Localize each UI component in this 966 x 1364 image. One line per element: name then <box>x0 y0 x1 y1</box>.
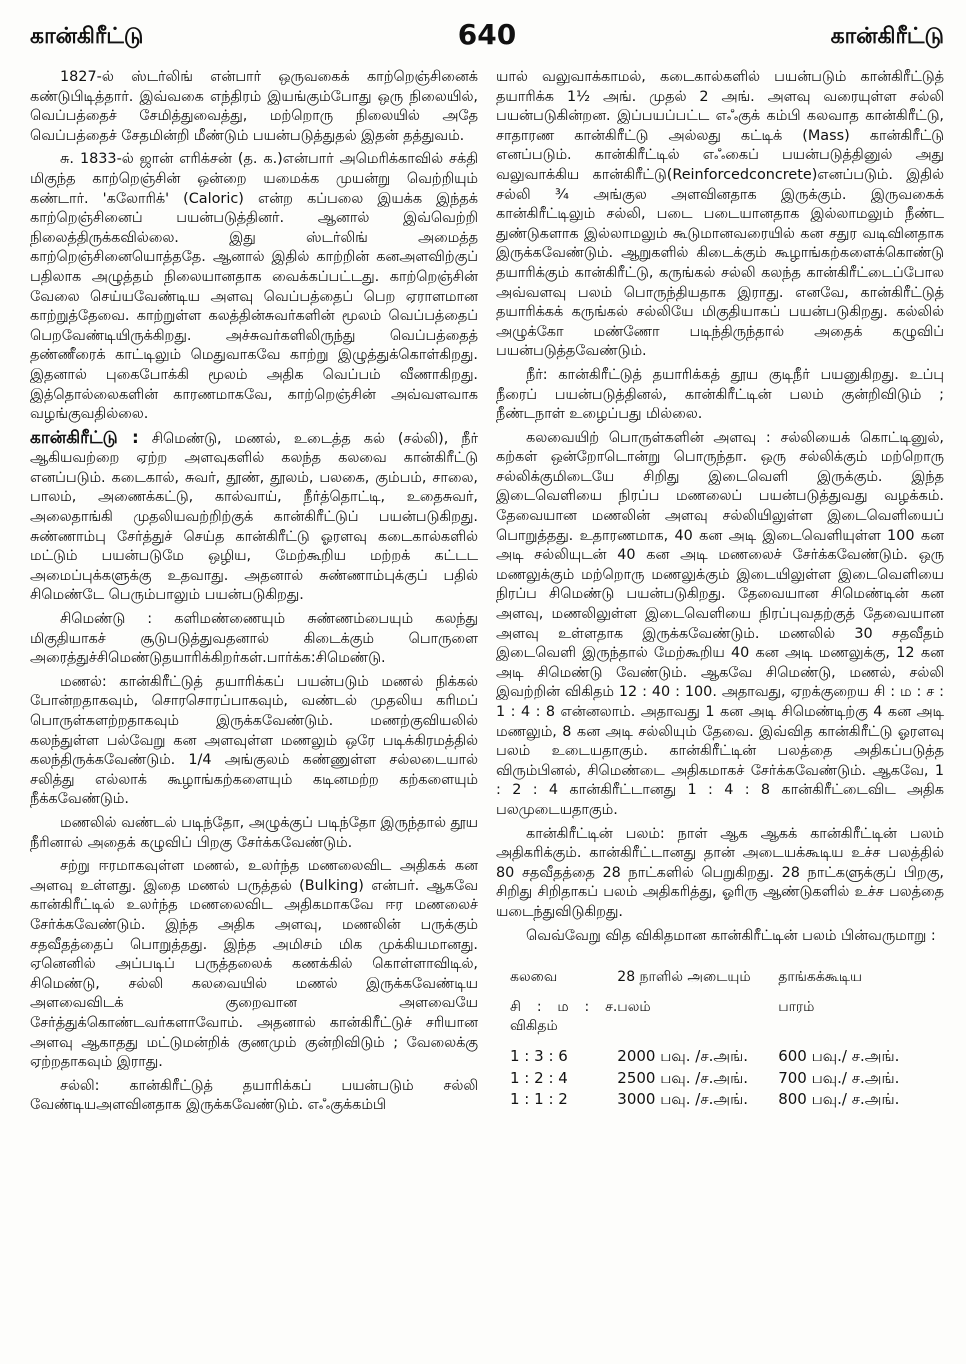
table-cell: 2500 பவு. /ச.அங். <box>617 1068 748 1087</box>
table-cell: 2000 பவு. /ச.அங். <box>617 1046 748 1065</box>
right-column <box>496 68 944 1120</box>
table-header-row <box>496 968 944 988</box>
table-header: 28 நாளில் அடையும் <box>617 969 751 986</box>
table-header-row <box>496 998 944 1037</box>
paragraph: கலவையிற் பொருள்களின் அளவு : சல்லியைக் கொட்டினுல், கற்கள் ஒன்றோடொன்று பொருந்தா. ஒரு சல்லிக்கும் மற்றொரு சல்லிக்குமிடையே சிறிது இடைவெளி இருக்கும். இந்த இடைவெளியை நிரப்ப மணலைப் பயன்படுத்துவது வழக்கம். தேவையான மணலின் அளவு சல்லியிலுள்ள இடைவெளியைப் பொறுத்தது. உதாரணமாக, 40 கன அடி இடைவெளியுள்ள 100 கன அடி சல்லியுடன் 40 கன அடி மணலைச் சேர்க்கவேண்டும். ஒரு மணலுக்கும் மற்றொரு மணலுக்கும் இடையிலுள்ள இடைவெளியை நிரப்ப சிமெண்டு பயன்படுகிறது. தேவையான சிமெண்டின் கன அளவு, மணலிலுள்ள இடைவெளியை நிரப்புவதற்குத் தேவையான அளவு உள்ளதாக இருக்கவேண்டும். மணலில் 30 சதவீதம் இடைவெளி இருந்தால் மேற்கூறிய 40 கன அடி மணலுக்கு, 12 கன அடி சிமெண்டு வேண்டும். ஆகவே சிமெண்டு, மணல், சல்லி இவற்றின் விகிதம் 12 : 40 : 100. அதாவது, ஏறக்குறைய சி : ம : ச : 1 : 4 : 8 என்னலாம். அதாவது 1 கன அடி சிமெண்டிற்கு 4 கன அடி மணலும், 8 கன அடி சல்லியும் தேவை. இவ்வித கான்கிரீட்டு ஓரளவு பலம் உடையதாகும். கான்கிரீட்டின் பலத்தை அதிகப்படுத்த விரும்பினல், சிமெண்டை அதிகமாகச் சேர்க்கவேண்டும். ஆகவே, 1 : 2 : 4 கான்கிரீட்டானது 1 : 4 : 8 கான்கிரீட்டைவிட அதிக பலமுடையதாகும். <box>496 429 944 818</box>
left-column <box>30 68 478 1120</box>
entry-paragraph <box>30 429 478 606</box>
running-head-left: கான்கிரீட்டு <box>30 24 144 49</box>
page-number: 640 <box>457 18 517 51</box>
paragraph: 1827-ல் ஸ்டர்லிங் என்பார் ஒருவகைக் காற்றெஞ்சினைக் கண்டுபிடித்தார். இவ்வகை எந்திரம் இயங்கும்போது ஒரு நிலையில், வெப்பத்தைச் சேமித்துவைத்து, மற்றொரு நிலையில் அதே வெப்பத்தைச் சேதமின்றி மீண்டும் பயன்படுத்துதல் இதன் தத்துவம். <box>30 69 478 144</box>
table-header: பாரம் <box>778 998 815 1015</box>
paragraph: சற்று ஈரமாகவுள்ள மணல், உலர்ந்த மணலைவிட அதிகக் கன அளவு உள்ளது. இதை மணல் பருத்தல் (Bulking) என்பர். ஆகவே கான்கிரீட்டில் உலர்ந்த மணலைவிட அதிகமாகவே ஈர மணலைச் சேர்க்கவேண்டும். இந்த அதிக அளவு, மணலின் பருக்கும் சதவீதத்தைப் பொறுத்தது. இந்த அமிசம் மிக முக்கியமானது. ஏனெனில் அப்படிப் பருத்தலைக் கணக்கில் கொள்ளாவிடில், சிமெண்டு, சல்லி கலவையில் மணல் இருக்கவேண்டிய அளவைவிடக் குறைவான அளவையே சேர்த்துக்கொண்டவர்களாவோம். அதனால் கான்கிரீட்டுச் சரியான அளவு ஆகாதது மட்டுமன்றிக் குணமும் குன்றிவிடும் ; வேலைக்கு ஏற்றதாகவும் இராது. <box>30 858 478 1071</box>
table-cell: 1 : 3 : 6 <box>510 1046 568 1065</box>
paragraph: மணல்: கான்கிரீட்டுத் தயாரிக்கப் பயன்படும் மணல் நிக்கல் போன்றதாகவும், சொரசொரப்பாகவும், வண்டல் முதலிய கரிமப் பொருள்களற்றதாகவும் இருக்கவேண்டும். மணற்குவியலில் கலந்துள்ள பல்வேறு கன அளவுள்ள மணலும் ஒரே படிக்கிரமத்தில் கலந்திருக்கவேண்டும். 1/4 அங்குலம் கண்ணுள்ள சல்லடையால் சலித்து எல்லாக் கூழாங்கற்களையும் கடினமற்ற கற்களையும் நீக்கவேண்டும். <box>30 673 478 808</box>
entry-text: சிமெண்டு, மணல், உடைத்த கல் (சல்லி), நீர் ஆகியவற்றை ஏற்ற அளவுகளில் கலந்த கலவை கான்கிரீட்டு எனப்படும். கடைகால், சுவர், தூண், தூலம், பலகை, கும்பம், சாலை, பாலம், அணைக்கட்டு, கால்வாய், நீர்த்தொட்டி, உதைசுவர், அலைதாங்கி முதலியவற்றிற்குக் கான்கிரீட்டுப் பயன்படுகிறது. சுண்ணாம்பு சேர்த்துச் செய்த கான்கிரீட்டு ஓரளவு கடைகால்களில் மட்டும் பயன்படுமே ஒழிய, மேற்கூறிய மற்றக் கட்டட அமைப்புக்களுக்கு உதவாது. அதனால் சுண்ணாம்புக்குப் பதில் சிமெண்டே பெரும்பாலும் பயன்படுகிறது. <box>30 430 478 604</box>
page-header <box>30 18 944 58</box>
table-row <box>496 1047 944 1067</box>
paragraph: நீர்: கான்கிரீட்டுத் தயாரிக்கத் தூய குடிநீர் பயனுகிறது. உப்பு நீரைப் பயன்படுத்தினல், கான்கிரீட்டின் பலம் குன்றிவிடும் ; நீண்டநாள் உழைப்பது மில்லை. <box>496 366 944 423</box>
paragraph: வெவ்வேறு வித விகிதமான கான்கிரீட்டின் பலம் பின்வருமாறு : <box>526 927 936 944</box>
table-cell: 1 : 1 : 2 <box>510 1090 568 1109</box>
table-cell: 700 பவு./ ச.அங். <box>778 1068 900 1087</box>
running-head-right: கான்கிரீட்டு <box>830 24 944 49</box>
table-cell: 1 : 2 : 4 <box>510 1068 568 1087</box>
table-header: தாங்கக்கூடிய <box>778 969 862 986</box>
paragraph: யால் வலுவாக்காமல், கடைகால்களில் பயன்படும் கான்கிரீட்டுத் தயாரிக்க 1½ அங். முதல் 2 அங். அளவு வரையுள்ள சல்லி பயன்படுகின்றன. இப்பயப்பட்ட எஃகுக் கம்பி கலவாத கான்கிரீட்டு, சாதாரண கான்கிரீட்டு அல்லது கட்டிக் (Mass) கான்கிரீட்டு எனப்படும். கான்கிரீட்டில் எஃகைப் பயன்படுத்தினுல் அது வலுவாக்கிய கான்கிரீட்டு(Reinforcedconcrete)எனப்படும். இதில் சல்லி ¾ அங்குல அளவினதாக இருக்கும். இருவகைக் கான்கிரீட்டிலும் சல்லி, படை படையானதாக இல்லாமலும் நீண்ட துண்டுகளாக இல்லாமலும் கூடுமானவரையில் கன சதுர வடிவினதாக இருக்கவேண்டும். ஆறுகளில் கிடைக்கும் கூழாங்கற்களைக்கொண்டு தயாரிக்கும் கான்கிரீட்டு, கருங்கல் சல்லி கலந்த கான்கிரீட்டைப்போல அவ்வளவு பலம் பொருந்தியதாக இராது. எனவே, கான்கிரீட்டுத் தயாரிக்கக் கருங்கல் சல்லியே மிகுதியாகப் பயன்படுகிறது. கல்லில் அழுக்கோ மண்ணோ படிந்திருந்தால் அதைக் கழுவிப் பயன்படுத்தவேண்டும். <box>496 69 944 360</box>
table-header: சி : ம : ச. விகிதம் <box>510 998 618 1035</box>
paragraph: சு. 1833-ல் ஜான் எரிக்சன் (த. க.)என்பார் அமெரிக்காவில் சக்தி மிகுந்த காற்றெஞ்சின் ஒன்றை யமைக்க முயன்று வெற்றியும் கண்டார். 'கலோரிக்' (Caloric) என்ற கப்பலை இயக்க இந்தக் காற்றெஞ்சினைப் பயன்படுத்தினர். ஆனால் இவ்வெற்றி நிலைத்திருக்கவில்லை. இது ஸ்டர்லிங் அமைத்த காற்றெஞ்சினையொத்ததே. ஆனால் இதில் காற்றின் கனஅளவிற்குப் பதிலாக அழுத்தம் நிலையானதாக வைக்கப்பட்டது. காற்றெஞ்சின் வேலை செய்யவேண்டிய அளவு வெப்பத்தைப் பெற ஏராளமான காற்றுத்தேவை. காற்றுள்ள கலத்தின்சுவர்களின் மூலம் வெப்பத்தைப் பெறவேண்டியிருக்கிறது. அச்சுவர்களிலிருந்து வெப்பத்தைத் தண்ணீரைக் காட்டிலும் மெதுவாகவே காற்று இழுத்துக்கொள்கிறது. இதனால் புகைபோக்கி மூலம் அதிக வெப்பம் வீணாகிறது. இத்தொல்லைகளின் காரணமாகவே, காற்றெஞ்சின் அவ்வளவாக வழங்குவதில்லை. <box>30 151 478 423</box>
table-cell: 800 பவு./ ச.அங். <box>778 1090 900 1109</box>
strength-table <box>496 968 944 1110</box>
paragraph: சல்லி: கான்கிரீட்டுத் தயாரிக்கப் பயன்படும் சல்லி வேண்டியஅளவினதாக இருக்கவேண்டும். எஃகுக்கம்பி <box>30 1077 478 1114</box>
paragraph: சிமெண்டு : களிமண்ணையும் சுண்ணம்பையும் கலந்து மிகுதியாகச் சூடுபடுத்துவதனால் கிடைக்கும் பொருளை அரைத்துச்சிமெண்டுதயாரிக்கிறர்கள்.பார்க்க:சிமெண்டு. <box>30 611 478 667</box>
table-cell: 600 பவு./ ச.அங். <box>778 1046 900 1065</box>
table-row <box>496 1069 944 1089</box>
table-cell: 3000 பவு. /ச.அங். <box>617 1090 748 1109</box>
table-header: கலவை <box>510 969 558 986</box>
paragraph: மணலில் வண்டல் படிந்தோ, அழுக்குப் படிந்தோ இருந்தால் தூய நீரினால் அதைக் கழுவிப் பிறகு சேர்க்கவேண்டும். <box>30 814 478 851</box>
table-row <box>496 1090 944 1110</box>
table-header: பலம் <box>617 998 651 1015</box>
paragraph: கான்கிரீட்டின் பலம்: நாள் ஆக ஆகக் கான்கிரீட்டின் பலம் அதிகரிக்கும். கான்கிரீட்டானது தான் அடையக்கூடிய உச்ச பலத்தில் 80 சதவீதத்தை 28 நாட்களில் பெறுகிறது. 28 நாட்களுக்குப் பிறகு, சிறிது சிறிதாகப் பலம் அதிகரித்து, ஓரிரு ஆண்டுகளில் உச்ச பலத்தை யடைந்துவிடுகிறது. <box>496 825 944 920</box>
entry-heading: கான்கிரீட்டு : <box>30 427 139 448</box>
text-columns <box>30 68 944 1120</box>
